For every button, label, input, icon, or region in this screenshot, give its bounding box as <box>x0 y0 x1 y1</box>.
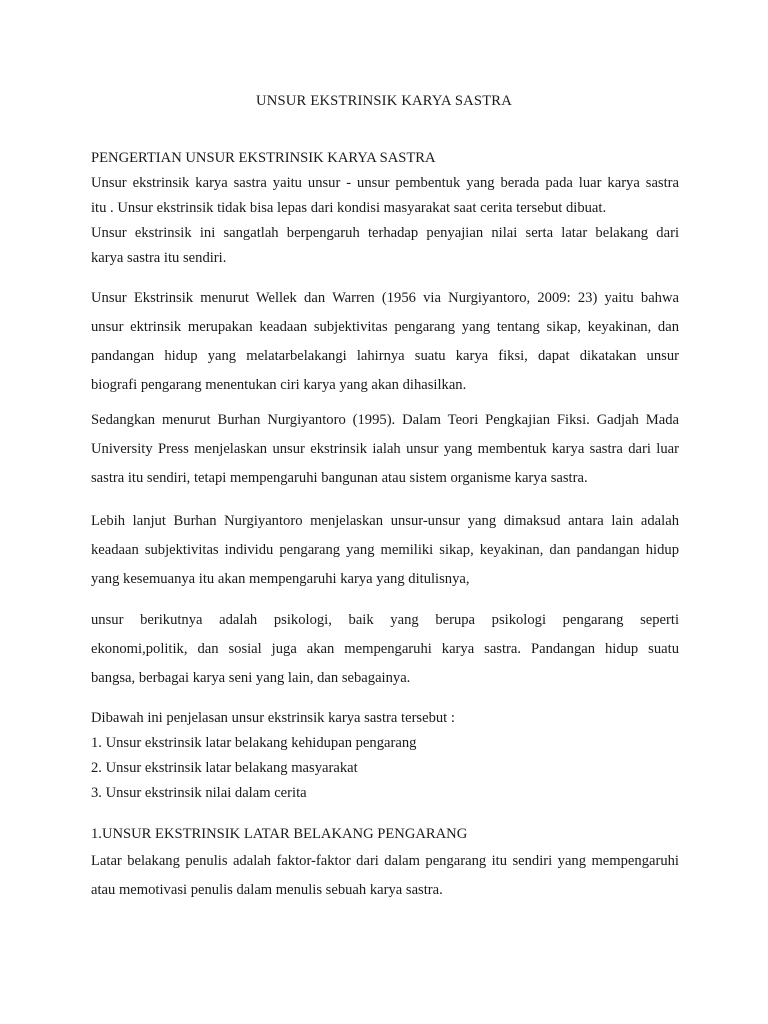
section-heading-pengertian: PENGERTIAN UNSUR EKSTRINSIK KARYA SASTRA <box>91 150 436 166</box>
list-intro: Dibawah ini penjelasan unsur ekstrinsik karya sastra tersebut : <box>91 710 455 726</box>
paragraph-line: karya sastra itu sendiri. <box>91 250 227 266</box>
document-title: UNSUR EKSTRINSIK KARYA SASTRA <box>256 93 512 109</box>
section-pengertian <box>91 146 679 271</box>
section-heading-latar-belakang: 1.UNSUR EKSTRINSIK LATAR BELAKANG PENGARANG <box>91 826 468 842</box>
paragraph-line: unsur ektrinsik merupakan keadaan subjektivitas pengarang yang tentang sikap, keyakinan, dan <box>91 319 679 335</box>
paragraph-line: Latar belakang penulis adalah faktor-faktor dari dalam pengarang itu sendiri yang mempengaruhi <box>91 853 679 869</box>
list-item: 1. Unsur ekstrinsik latar belakang kehidupan pengarang <box>91 735 417 751</box>
paragraph-line: Unsur Ekstrinsik menurut Wellek dan Warren (1956 via Nurgiyantoro, 2009: 23) yaitu bahwa <box>91 290 679 306</box>
paragraph-wellek-warren <box>91 284 679 400</box>
paragraph-line: Unsur ekstrinsik karya sastra yaitu unsur - unsur pembentuk yang berada pada luar karya sastra <box>91 175 679 191</box>
paragraph-line: University Press menjelaskan unsur ekstrinsik ialah unsur yang membentuk karya sastra dari luar <box>91 441 679 457</box>
section-latar-belakang-pengarang <box>91 822 679 905</box>
paragraph-line: Lebih lanjut Burhan Nurgiyantoro menjelaskan unsur-unsur yang dimaksud antara lain adalah <box>91 513 679 529</box>
unsur-list-section <box>91 706 679 806</box>
paragraph-burhan-definition <box>91 406 679 493</box>
paragraph-line: atau memotivasi penulis dalam menulis sebuah karya sastra. <box>91 882 443 898</box>
paragraph-line: itu . Unsur ekstrinsik tidak bisa lepas dari kondisi masyarakat saat cerita tersebut dibuat. <box>91 200 607 216</box>
paragraph-line: keadaan subjektivitas individu pengarang yang memiliki sikap, keyakinan, dan pandangan hidup <box>91 542 679 558</box>
paragraph-psikologi <box>91 606 679 693</box>
list-item: 3. Unsur ekstrinsik nilai dalam cerita <box>91 785 307 801</box>
paragraph-line: bangsa, berbagai karya seni yang lain, dan sebagainya. <box>91 670 411 686</box>
paragraph-line: sastra itu sendiri, tetapi mempengaruhi bangunan atau sistem organisme karya sastra. <box>91 470 588 486</box>
unsur-list <box>91 731 679 806</box>
paragraph-line: Unsur ekstrinsik ini sangatlah berpengaruh terhadap penyajian nilai serta latar belakang dari <box>91 225 679 241</box>
paragraph-line: unsur berikutnya adalah psikologi, baik yang berupa psikologi pengarang seperti <box>91 612 679 628</box>
paragraph-line: biografi pengarang menentukan ciri karya yang akan dihasilkan. <box>91 377 467 393</box>
paragraph-line: Sedangkan menurut Burhan Nurgiyantoro (1995). Dalam Teori Pengkajian Fiksi. Gadjah Mada <box>91 412 679 428</box>
list-item: 2. Unsur ekstrinsik latar belakang masyarakat <box>91 760 358 776</box>
paragraph-line: yang kesemuanya itu akan mempengaruhi karya yang ditulisnya, <box>91 571 470 587</box>
paragraph-line: ekonomi,politik, dan sosial juga akan mempengaruhi karya sastra. Pandangan hidup suatu <box>91 641 679 657</box>
paragraph-line: pandangan hidup yang melatarbelakangi lahirnya suatu karya fiksi, dapat dikatakan unsur <box>91 348 679 364</box>
paragraph-burhan-further <box>91 507 679 594</box>
